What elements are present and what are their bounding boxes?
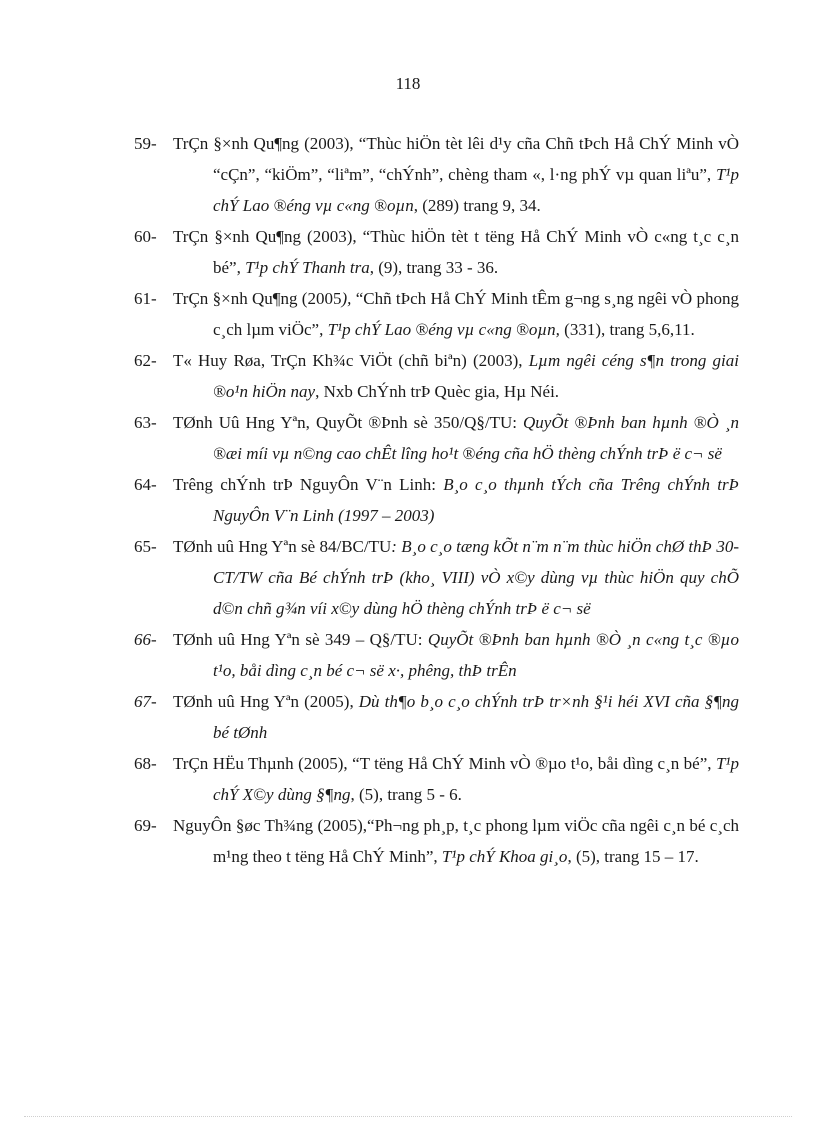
page-number: 118 [395, 74, 421, 93]
reference-number: 64- [134, 475, 157, 494]
reference-number: 63- [134, 413, 157, 432]
reference-number: 65- [134, 537, 157, 556]
reference-item [0, 407, 816, 469]
reference-number: 59- [134, 134, 157, 153]
reference-text: TrÇn §×nh Qu¶ng (2003), “Thùc hiÖn tèt lêi d¹y cña Chñ tÞch Hå ChÝ Minh vÒ “cÇn”, “kiÖm”, “liªm”, “chÝnh”, chèng tham «, l·ng phÝ vµ quan liªu”, T¹p chÝ Lao ®éng vµ c«ng ®oµn, (289) trang 9, 34. [173, 134, 739, 215]
reference-number: 61- [134, 289, 157, 308]
reference-number: 67- [134, 692, 157, 711]
reference-text: TØnh uû Hng Yªn sè 349 – Q§/TU: QuyÕt ®Þnh ban hµnh ®Ò ¸n c«ng t¸c ®µo t¹o, båi dìng c¸n bé c¬ së x·, phêng, thÞ trÊn [173, 630, 739, 680]
reference-text: TØnh Uû Hng Yªn, QuyÕt ®Þnh sè 350/Q§/TU: QuyÕt ®Þnh ban hµnh ®Ò ¸n ®æi míi vµ n©ng cao chÊt lîng ho¹t ®éng cña hÖ thèng chÝnh trÞ ë c¬ së [173, 413, 739, 463]
reference-item [0, 469, 816, 531]
reference-text: TrÇn §×nh Qu¶ng (2005), “Chñ tÞch Hå ChÝ Minh tÊm g¬ng s¸ng ngêi vÒ phong c¸ch lµm viÖc”, T¹p chÝ Lao ®éng vµ c«ng ®oµn, (331), trang 5,6,11. [173, 289, 739, 339]
reference-number: 66- [134, 630, 157, 649]
reference-item [0, 283, 816, 345]
reference-number: 60- [134, 227, 157, 246]
reference-item [0, 624, 816, 686]
reference-number: 62- [134, 351, 157, 370]
reference-text: TrÇn HËu Thµnh (2005), “T tëng Hå ChÝ Minh vÒ ®µo t¹o, båi dìng c¸n bé”, T¹p chÝ X©y dùng §¶ng, (5), trang 5 - 6. [173, 754, 739, 804]
reference-item [0, 810, 816, 872]
reference-item [0, 345, 816, 407]
reference-text: NguyÔn §øc Th¾ng (2005),“Ph¬ng ph¸p, t¸c phong lµm viÖc cña ngêi c¸n bé c¸ch m¹ng theo t tëng Hå ChÝ Minh”, T¹p chÝ Khoa gi¸o, (5), trang 15 – 17. [173, 816, 739, 866]
reference-item [0, 128, 816, 221]
reference-list [0, 128, 816, 872]
page-bottom-divider [24, 1116, 792, 1117]
reference-text: T« Huy Røa, TrÇn Kh¾c ViÖt (chñ biªn) (2003), Lµm ngêi céng s¶n trong giai ®o¹n hiÖn nay, Nxb ChÝnh trÞ Quèc gia, Hµ Néi. [173, 351, 740, 401]
reference-text: TØnh uû Hng Yªn (2005), Dù th¶o b¸o c¸o chÝnh trÞ tr×nh §¹i héi XVI cña §¶ng bé tØnh [173, 692, 739, 742]
reference-item [0, 221, 816, 283]
reference-number: 69- [134, 816, 157, 835]
reference-item [0, 531, 816, 624]
reference-text: Trêng chÝnh trÞ NguyÔn V¨n Linh: B¸o c¸o thµnh tÝch cña Trêng chÝnh trÞ NguyÔn V¨n Linh (1997 – 2003) [173, 475, 739, 525]
reference-item [0, 748, 816, 810]
reference-item [0, 686, 816, 748]
reference-text: TØnh uû Hng Yªn sè 84/BC/TU: B¸o c¸o tæng kÕt n¨m n¨m thùc hiÖn chØ thÞ 30-CT/TW cña Bé chÝnh trÞ (kho¸ VIII) vÒ x©y dùng vµ thùc hiÖn quy chÕ d©n chñ g¾n víi x©y dùng hÖ thèng chÝnh trÞ ë c¬ së [173, 537, 739, 618]
reference-text: TrÇn §×nh Qu¶ng (2003), “Thùc hiÖn tèt t tëng Hå ChÝ Minh vÒ c«ng t¸c c¸n bé”, T¹p chÝ Thanh tra, (9), trang 33 - 36. [173, 227, 739, 277]
reference-number: 68- [134, 754, 157, 773]
